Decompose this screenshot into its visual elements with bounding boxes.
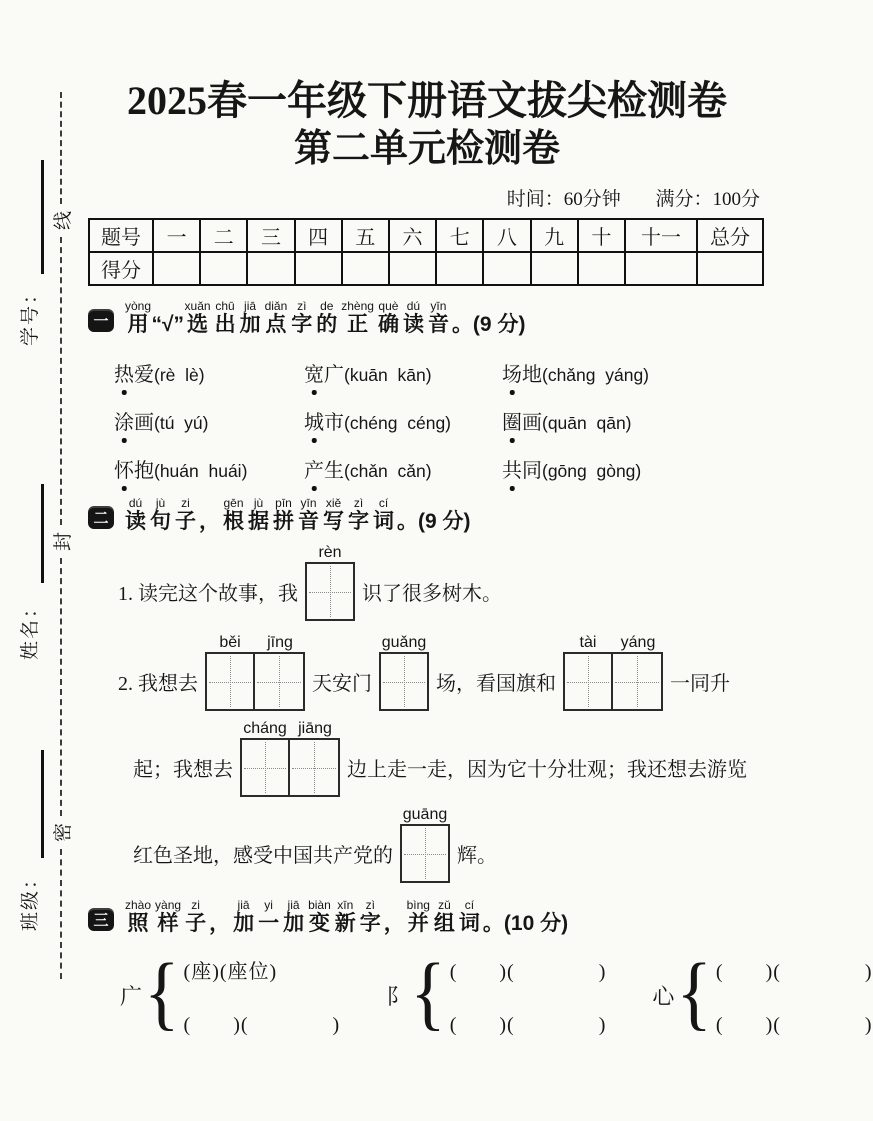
question-2-badge: 二: [88, 506, 114, 529]
score-cell[interactable]: [531, 252, 578, 285]
full-score: 满分：100分: [655, 188, 760, 210]
answer-column: [450, 955, 607, 1037]
brace-icon: {: [676, 947, 712, 1039]
answer-row[interactable]: ( )( ): [449, 960, 607, 983]
score-table-score-label: 得分: [89, 252, 153, 285]
word-char: 同: [522, 459, 542, 482]
ruby-char: 根gēn: [223, 495, 244, 533]
sentence-text: 1. 读完这个故事，我: [118, 583, 298, 606]
ruby-char: 读dú: [125, 495, 146, 533]
word-text: [114, 358, 154, 387]
word-char: 共: [502, 459, 522, 482]
word-char: 画: [134, 411, 154, 434]
word-item: [502, 454, 766, 483]
word-item: [304, 454, 502, 483]
ruby-char: 出chū: [214, 298, 236, 336]
radical-char: 广: [120, 984, 143, 1010]
box-pinyin: yáng: [620, 633, 656, 651]
writing-cell[interactable]: [563, 652, 613, 711]
score-table-column-header: 六: [389, 219, 436, 252]
box-pinyin-row: [240, 720, 340, 738]
ruby-char: 加jiā: [233, 897, 255, 935]
exam-paper: [88, 0, 873, 1039]
question-1: [88, 300, 766, 483]
word-item: [114, 406, 304, 435]
score-cell[interactable]: [295, 252, 342, 285]
box-pinyin: tài: [579, 633, 597, 651]
pinyin-options[interactable]: (tú yú): [154, 412, 209, 433]
score-table-header-row: [89, 219, 763, 252]
ruby-char: 组zǔ: [433, 897, 455, 935]
student-id-label-text: 学号：: [19, 282, 41, 346]
ruby-char: 音yīn: [427, 298, 449, 336]
word-text: [304, 358, 344, 387]
seal-char-feng: 封: [52, 531, 74, 552]
word-item: [304, 406, 502, 435]
question-3-title: [123, 899, 569, 935]
ruby-char: 加jiā: [239, 298, 261, 336]
score-cell[interactable]: [436, 252, 483, 285]
score-table-column-header: 七: [436, 219, 483, 252]
question-3: [88, 897, 873, 1039]
score-table-column-header: 三: [247, 219, 294, 252]
seal-dash: [60, 558, 62, 816]
score-table-column-header: 总分: [697, 219, 763, 252]
radical-char: 阝: [386, 984, 409, 1010]
word-text: [502, 454, 542, 483]
question-3-badge: 三: [88, 908, 114, 931]
box-pinyin-row: [205, 634, 305, 652]
score-table-column-header: 九: [531, 219, 578, 252]
writing-cell[interactable]: [205, 652, 255, 711]
ruby-char: 拼pīn: [273, 495, 294, 533]
exam-subtitle: 第二单元检测卷: [293, 128, 560, 170]
score-cell[interactable]: [153, 252, 200, 285]
word-char: 涂: [114, 411, 134, 434]
radical-group: [386, 947, 607, 1039]
word-char: 市: [324, 411, 344, 434]
question-2-title: [123, 497, 472, 533]
question-2-header: [88, 497, 766, 533]
ruby-char: 变biàn: [308, 897, 331, 935]
writing-cell[interactable]: [305, 562, 355, 621]
q2-sentences: [88, 543, 766, 885]
score-cell[interactable]: [625, 252, 697, 285]
sentence-line: [133, 805, 766, 885]
word-char: 产: [304, 459, 324, 482]
box-cells: [400, 824, 450, 883]
ruby-char: 词cí: [458, 897, 480, 935]
ruby-char: 新xīn: [334, 897, 356, 935]
name-label: [0, 594, 56, 662]
writing-box: [205, 633, 305, 711]
plain-text: “√”: [151, 312, 185, 336]
score-cell[interactable]: [483, 252, 530, 285]
pinyin-options[interactable]: (chǎng yáng): [542, 364, 650, 385]
word-text: [304, 454, 344, 483]
box-cells: [563, 652, 663, 711]
radical-group: [652, 947, 873, 1039]
sentence-line: [133, 719, 766, 799]
word-char: 生: [324, 459, 344, 482]
answer-row[interactable]: (座)(座位): [183, 960, 278, 983]
sentence-text: 天安门: [312, 673, 372, 696]
ruby-char: 音yīn: [298, 495, 319, 533]
exam-meta: [88, 184, 766, 211]
sentence-line: [118, 633, 766, 713]
ruby-char: 字zì: [359, 897, 381, 935]
box-pinyin: jiāng: [298, 719, 332, 737]
word-text: [114, 406, 154, 435]
word-char: 圈: [502, 411, 522, 434]
word-char: 怀: [114, 459, 134, 482]
word-char: 场: [502, 363, 522, 386]
pinyin-options[interactable]: (kuān kān): [344, 364, 432, 385]
score-table: [88, 218, 764, 286]
box-pinyin: rèn: [318, 543, 342, 561]
box-pinyin-row: [379, 634, 429, 652]
box-pinyin: guǎng: [381, 633, 427, 651]
word-char: 广: [324, 363, 344, 386]
plain-text: ，: [209, 911, 231, 935]
writing-cell[interactable]: [240, 738, 290, 797]
ruby-char: 照zhào: [125, 897, 152, 935]
seal-dash: [60, 237, 62, 525]
class-label-text: 班级：: [19, 867, 41, 931]
ruby-char: 用yòng: [125, 298, 152, 336]
writing-box: [305, 543, 355, 621]
ruby-char: 字zì: [348, 495, 369, 533]
box-cells: [205, 652, 305, 711]
answer-column: [184, 955, 341, 1037]
ruby-char: 样yàng: [155, 897, 182, 935]
seal-char-mi: 密: [52, 822, 74, 843]
sentence-text: 边上走一走，因为它十分壮观；我还想去游览: [347, 759, 747, 782]
writing-box: [379, 633, 429, 711]
sentence-text: 2. 我想去: [118, 673, 198, 696]
ruby-char: 并bìng: [406, 897, 430, 935]
class-blank[interactable]: [41, 750, 44, 858]
word-item: [114, 454, 304, 483]
plain-text: ，: [383, 911, 405, 935]
ruby-char: 加jiā: [283, 897, 305, 935]
word-char: 爱: [134, 363, 154, 386]
pinyin-options[interactable]: (chéng céng): [344, 412, 452, 433]
writing-cell[interactable]: [379, 652, 429, 711]
sentence-text: 起；我想去: [133, 759, 233, 782]
word-text: [114, 454, 154, 483]
writing-box: [240, 719, 340, 797]
word-text: [502, 358, 542, 387]
word-char: 城: [304, 411, 324, 434]
score-table-column-header: 五: [342, 219, 389, 252]
ruby-char: 点diǎn: [264, 298, 288, 336]
question-2: [88, 497, 766, 885]
pinyin-options[interactable]: (gōng gòng): [542, 460, 642, 481]
ruby-char: 词cí: [373, 495, 394, 533]
question-1-header: [88, 300, 766, 336]
ruby-char: 确què: [377, 298, 399, 336]
class-label: [0, 862, 56, 936]
ruby-char: 写xiě: [323, 495, 344, 533]
word-item: [114, 358, 304, 387]
ruby-char: 句jù: [150, 495, 171, 533]
ruby-char: 子zi: [185, 897, 207, 935]
pinyin-options[interactable]: (huán huái): [154, 460, 248, 481]
answer-column: [716, 955, 873, 1037]
box-pinyin: běi: [219, 633, 241, 651]
word-text: [304, 406, 344, 435]
word-char: 抱: [134, 459, 154, 482]
answer-row[interactable]: ( )( ): [449, 1013, 607, 1036]
score-cell[interactable]: [247, 252, 294, 285]
word-text: [502, 406, 542, 435]
sentence-text: 一同升: [670, 673, 730, 696]
ruby-char: 一yi: [258, 897, 280, 935]
seal-char-xian: 线: [52, 210, 74, 231]
ruby-char: 选xuǎn: [184, 298, 211, 336]
answer-row[interactable]: ( )( ): [715, 960, 873, 983]
pinyin-options[interactable]: (rè lè): [154, 364, 205, 385]
writing-cell[interactable]: [613, 652, 663, 711]
score-cell[interactable]: [389, 252, 436, 285]
name-blank[interactable]: [41, 484, 44, 583]
box-pinyin-row: [563, 634, 663, 652]
score-table-column-header: 十一: [625, 219, 697, 252]
ruby-char: 正zhèng: [341, 298, 374, 336]
ruby-char: 读dú: [402, 298, 424, 336]
sentence-text: 场，看国旗和: [436, 673, 556, 696]
score-table-header-label: 题号: [89, 219, 153, 252]
score-cell[interactable]: [697, 252, 763, 285]
word-item: [502, 406, 766, 435]
time-limit: 时间：60分钟: [506, 188, 621, 210]
box-pinyin-row: [400, 806, 450, 824]
pinyin-options[interactable]: (chǎn cǎn): [344, 460, 432, 481]
ruby-char: 子zi: [175, 495, 196, 533]
score-table-score-row: [89, 252, 763, 285]
box-cells: [379, 652, 429, 711]
word-char: 地: [522, 363, 542, 386]
student-id-label: [0, 280, 56, 348]
plain-text: 。(10 分): [482, 911, 569, 935]
seal-line: [52, 92, 74, 979]
brace-icon: {: [144, 947, 180, 1039]
brace-icon: {: [410, 947, 446, 1039]
question-3-header: [88, 899, 766, 935]
radical-group: [120, 947, 341, 1039]
seal-dash: [60, 849, 62, 979]
q3-groups: [120, 947, 873, 1039]
score-cell[interactable]: [200, 252, 247, 285]
plain-text: 。(9 分): [451, 312, 526, 336]
writing-cell[interactable]: [290, 738, 340, 797]
plain-text: 。(9 分): [397, 509, 471, 533]
q1-items: [114, 358, 766, 483]
name-label-text: 姓名：: [19, 596, 41, 660]
box-pinyin: guāng: [402, 805, 448, 823]
seal-dash: [60, 92, 62, 204]
score-table-column-header: 四: [295, 219, 342, 252]
ruby-char: 字zì: [291, 298, 313, 336]
student-id-blank[interactable]: [41, 160, 44, 274]
answer-row[interactable]: ( )( ): [183, 1013, 341, 1036]
box-cells: [305, 562, 355, 621]
word-char: 画: [522, 411, 542, 434]
plain-text: ，: [199, 509, 220, 533]
score-table-column-header: 二: [200, 219, 247, 252]
score-table-column-header: 一: [153, 219, 200, 252]
writing-box: [400, 805, 450, 883]
score-cell[interactable]: [578, 252, 625, 285]
radical-char: 心: [652, 984, 675, 1010]
word-char: 热: [114, 363, 134, 386]
answer-row[interactable]: ( )( ): [715, 1013, 873, 1036]
pinyin-options[interactable]: (quān qān): [542, 412, 632, 433]
sentence-line: [118, 543, 766, 623]
writing-cell[interactable]: [400, 824, 450, 883]
writing-cell[interactable]: [255, 652, 305, 711]
sentence-text: 红色圣地，感受中国共产党的: [133, 845, 393, 868]
ruby-char: 的de: [316, 298, 338, 336]
word-item: [502, 358, 766, 387]
box-pinyin: jīng: [267, 633, 293, 651]
question-1-badge: 一: [88, 309, 114, 332]
sentence-text: 辉。: [457, 845, 497, 868]
writing-box: [563, 633, 663, 711]
score-table-column-header: 八: [483, 219, 530, 252]
box-pinyin: cháng: [243, 719, 287, 737]
score-cell[interactable]: [342, 252, 389, 285]
word-char: 宽: [304, 363, 324, 386]
score-table-column-header: 十: [578, 219, 625, 252]
box-pinyin-row: [305, 544, 355, 562]
question-1-title: [123, 300, 526, 336]
sentence-text: 识了很多树木。: [362, 583, 502, 606]
exam-title: 2025春一年级下册语文拔尖检测卷: [127, 78, 727, 123]
box-cells: [240, 738, 340, 797]
word-item: [304, 358, 502, 387]
ruby-char: 据jù: [248, 495, 269, 533]
